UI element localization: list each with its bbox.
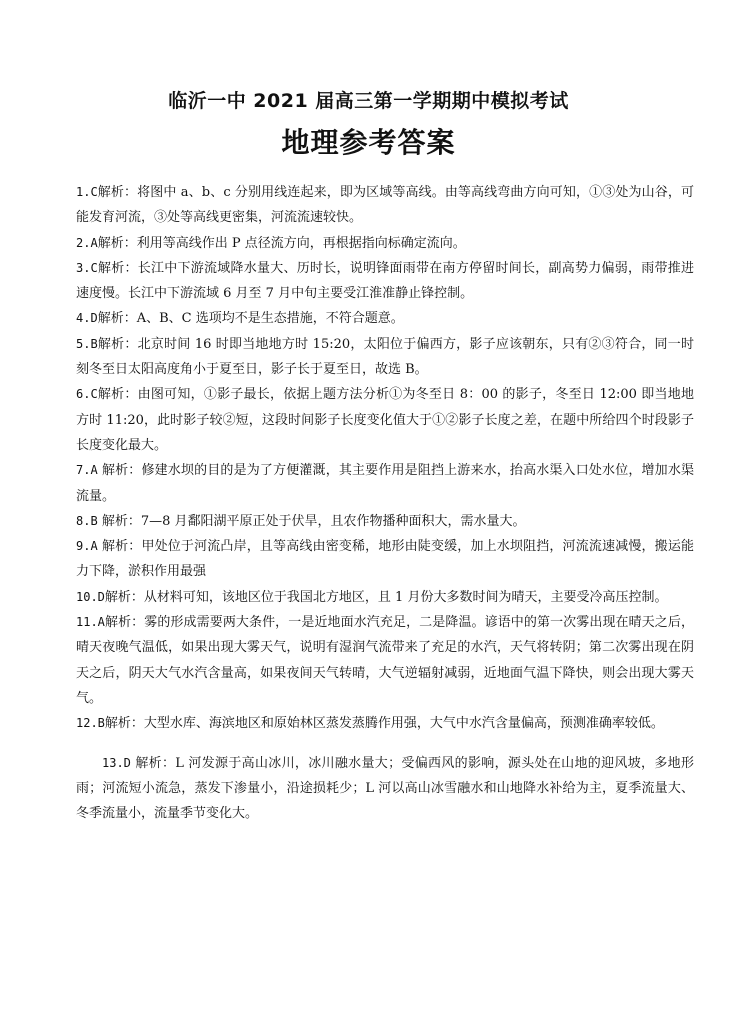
answer-item xyxy=(76,509,694,534)
answer-item xyxy=(76,180,694,231)
answer-explanation: 解析：长江中下游流域降水量大、历时长，说明锋面雨带在南方停留时间长，副高势力偏弱，雨带推进速度慢。长江中下游流域 6 月至 7 月中旬主要受江淮准静止锋控制。 xyxy=(76,260,694,302)
exam-title: 临沂一中 2021 届高三第一学期期中模拟考试 xyxy=(168,90,569,112)
answer-item xyxy=(76,585,694,610)
answer-item xyxy=(76,382,694,458)
answer-number: 9.A xyxy=(76,539,98,554)
answer-explanation: 解析：由图可知，①影子最长，依据上题方法分析①为冬至日 8：00 的影子，冬至日 12:00 即当地地方时 11:20，此时影子较②短，这段时间影子长度变化值大于①②影子长度之差，在题中所给四个时段影子长度变化最大。 xyxy=(76,387,694,453)
answer-list xyxy=(76,180,694,826)
answer-number: 5.B xyxy=(76,336,98,351)
answer-explanation: 解析：利用等高线作出 P 点径流方向，再根据指向标确定流向。 xyxy=(97,235,466,251)
answer-item xyxy=(76,256,694,307)
answer-explanation: 解析：7—8 月鄱阳湖平原正处于伏旱，且农作物播种面积大，需水量大。 xyxy=(97,513,526,529)
answer-item xyxy=(76,751,694,827)
answer-number: 7.A xyxy=(76,463,98,478)
answer-number: 13.D xyxy=(102,755,131,770)
answer-item xyxy=(76,306,694,331)
answer-number: 12.B xyxy=(76,716,105,731)
answer-number: 1.C xyxy=(76,185,98,199)
answer-explanation: 解析：雾的形成需要两大条件，一是近地面水汽充足，二是降温。谚语中的第一次雾出现在晴天之后，晴天夜晚气温低，如果出现大雾天气，说明有湿润气流带来了充足的水汽，天气将转阴；第二次雾出现在阴天之后，阴天大气水汽含量高，如果夜间天气转晴，大气逆辐射减弱，近地面气温下降快，则会出现大雾天气。 xyxy=(76,615,694,706)
answer-key-title: 地理参考答案 xyxy=(281,126,456,159)
answer-item xyxy=(76,458,694,509)
answer-number: 3.C xyxy=(76,260,98,275)
answer-item xyxy=(76,332,694,383)
answer-explanation: 解析：L 河发源于高山冰川，冰川融水量大；受偏西风的影响，源头处在山地的迎风坡，多地形雨；河流短小流急，蒸发下渗量小，沿途损耗少；L 河以高山冰雪融水和山地降水补给为主，夏季流量大、冬季流量小，流量季节变化大。 xyxy=(76,755,694,822)
answer-item xyxy=(76,711,694,736)
answer-number: 11.A xyxy=(76,615,105,630)
answer-item xyxy=(76,534,694,585)
answer-explanation: 解析：将图中 a、b、c 分别用线连起来，即为区域等高线。由等高线弯曲方向可知，①③处为山谷，可能发育河流，③处等高线更密集，河流流速较快。 xyxy=(76,185,694,226)
answer-explanation: 解析：修建水坝的目的是为了方便灌溉，其主要作用是阻挡上游来水，抬高水渠入口处水位，增加水渠流量。 xyxy=(76,463,694,504)
answer-number: 10.D xyxy=(76,589,105,604)
answer-item xyxy=(76,610,694,711)
answer-explanation: 解析：从材料可知，该地区位于我国北方地区，且 1 月份大多数时间为晴天，主要受冷高压控制。 xyxy=(104,589,668,605)
answer-explanation: 解析：甲处位于河流凸岸，且等高线由密变稀，地形由陡变缓，加上水坝阻挡，河流流速减慢，搬运能力下降，淤积作用最强 xyxy=(76,539,694,580)
answer-explanation: 解析：A、B、C 选项均不是生态措施，不符合题意。 xyxy=(97,311,404,327)
answer-explanation: 解析：北京时间 16 时即当地地方时 15:20，太阳位于偏西方，影子应该朝东，只有②③符合，同一时刻冬至日太阳高度角小于夏至日，影子长于夏至日，故选 B。 xyxy=(76,336,694,378)
answer-number: 2.A xyxy=(76,235,98,250)
answer-item xyxy=(76,231,694,256)
answer-number: 6.C xyxy=(76,387,98,402)
answer-number: 4.D xyxy=(76,311,98,326)
answer-explanation: 解析：大型水库、海滨地区和原始林区蒸发蒸腾作用强，大气中水汽含量偏高，预测准确率较低。 xyxy=(104,716,664,732)
answer-number: 8.B xyxy=(76,513,98,528)
